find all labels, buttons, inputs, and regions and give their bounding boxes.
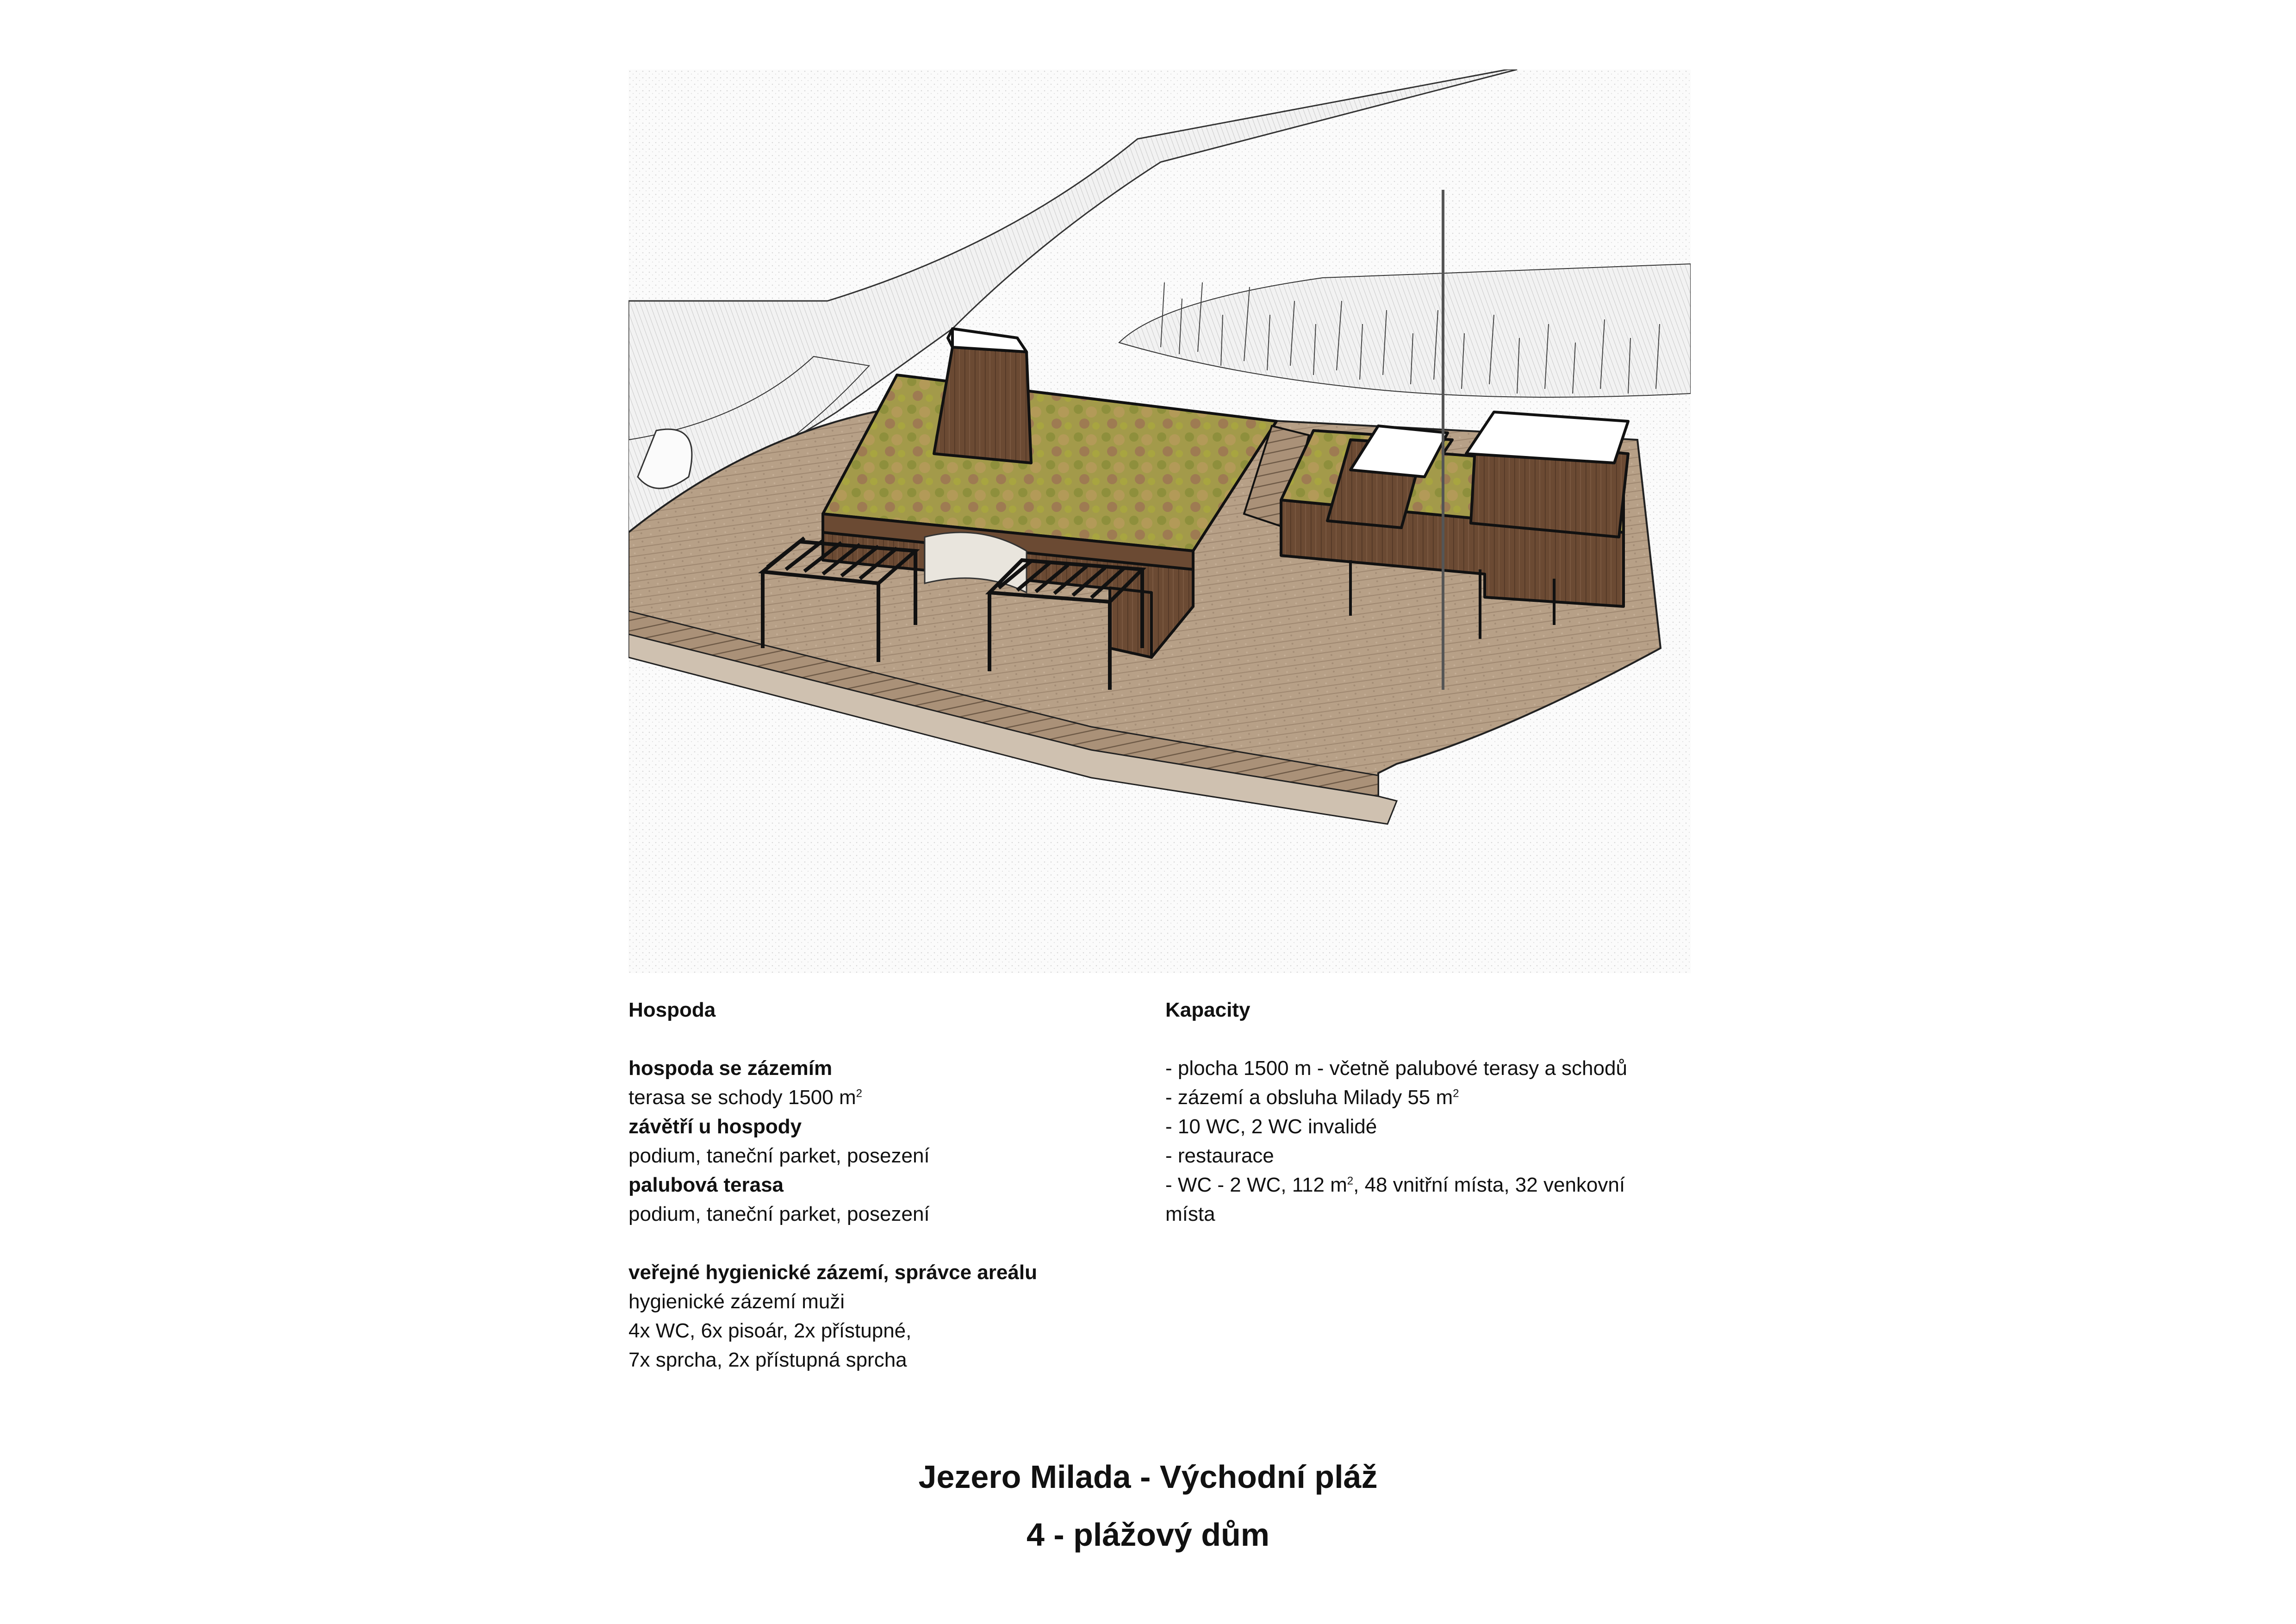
capacity-line: - restaurace bbox=[1165, 1144, 1274, 1167]
program-line: hospoda se zázemím bbox=[628, 1057, 833, 1080]
program-column bbox=[628, 995, 1138, 1374]
program-line: 7x sprcha, 2x přístupná sprcha bbox=[628, 1349, 907, 1371]
capacity-line: - plocha 1500 m - včetně palubové terasy a schodů bbox=[1165, 1057, 1627, 1080]
program-line: palubová terasa bbox=[628, 1174, 784, 1196]
page-title: Jezero Milada - Východní pláž bbox=[918, 1459, 1378, 1495]
kapacity-heading: Kapacity bbox=[1165, 999, 1251, 1021]
program-line: závětří u hospody bbox=[628, 1115, 802, 1138]
page-subtitle: 4 - plážový dům bbox=[1026, 1517, 1270, 1553]
program-line: podium, taneční parket, posezení bbox=[628, 1203, 930, 1225]
program-line: terasa se schody 1500 $m^2$ bbox=[628, 1086, 862, 1109]
program-line: hygienické zázemí muži bbox=[628, 1290, 845, 1313]
capacity-line: - WC - 2 WC, 112 $m^2$, 48 vnitřní místa, 32 venkovní bbox=[1165, 1174, 1625, 1196]
capacity-line: místa bbox=[1165, 1203, 1215, 1225]
capacities-column bbox=[1165, 995, 1721, 1229]
capacity-line: - 10 WC, 2 WC invalidé bbox=[1165, 1115, 1377, 1138]
hospoda-heading: Hospoda bbox=[628, 999, 716, 1021]
architectural-axonometric-drawing bbox=[628, 69, 1691, 973]
program-line: veřejné hygienické zázemí, správce areálu bbox=[628, 1261, 1037, 1284]
program-line: 4x WC, 6x pisoár, 2x přístupné, bbox=[628, 1319, 912, 1342]
program-line: podium, taneční parket, posezení bbox=[628, 1144, 930, 1167]
capacity-line: - zázemí a obsluha Milady 55 $m^2$ bbox=[1165, 1086, 1459, 1109]
